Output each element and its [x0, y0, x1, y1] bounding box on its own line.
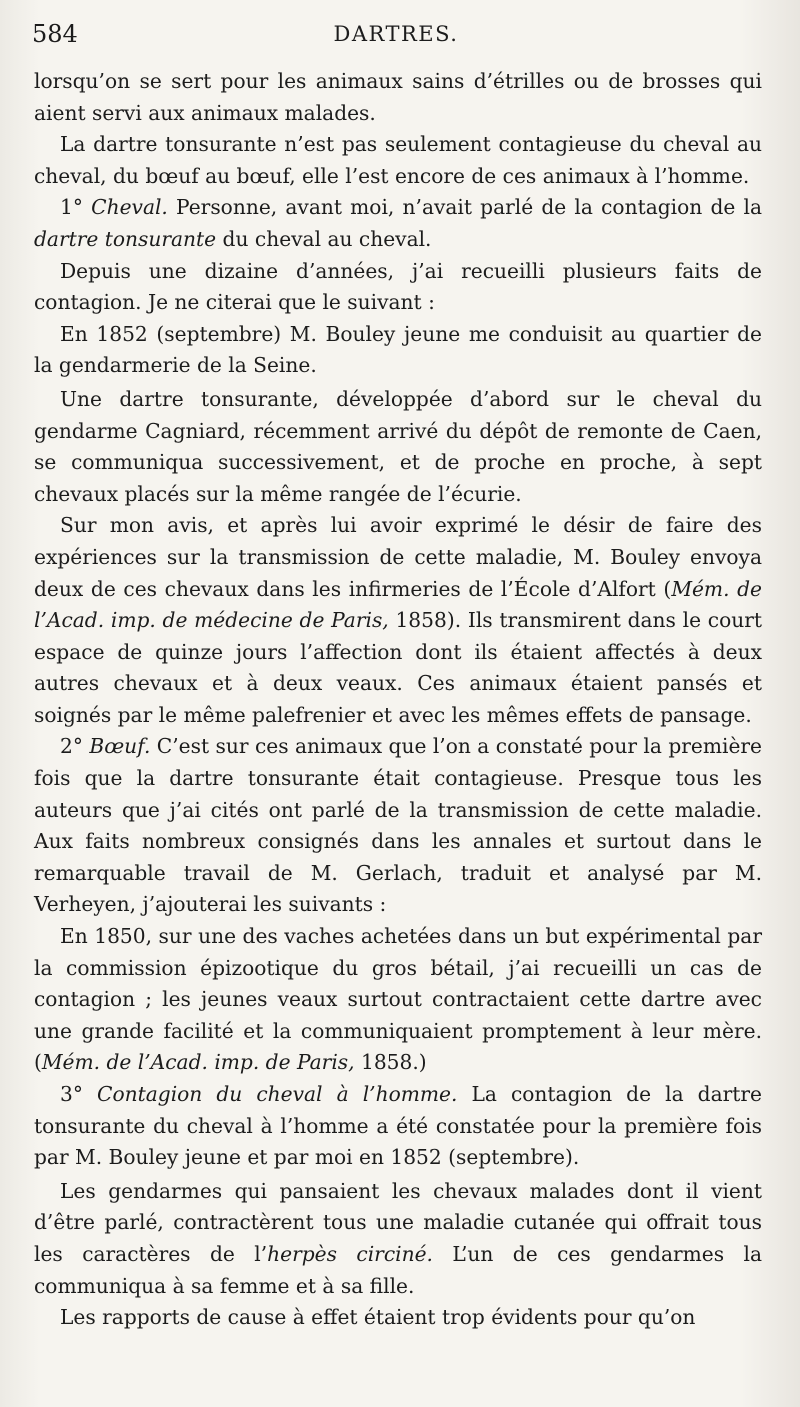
body-text — [34, 66, 762, 1334]
paragraph-text: Sur mon avis, et après lui avoir exprimé le désir de faire des expériences sur la transmission de cette maladie, M. Bouley envoya deux de ces chevaux dans les infirmeries de l’École d’Alfort ( — [34, 513, 762, 601]
section-heading: Cheval. — [91, 195, 168, 220]
section-paragraph-cheval — [34, 192, 762, 255]
paragraph-text: Les rapports de cause à effet étaient trop évidents pour qu’on — [60, 1305, 696, 1330]
section-heading: Bœuf. — [89, 734, 151, 759]
paragraph — [34, 1302, 762, 1334]
paragraph-text: Une dartre tonsurante, développée d’abord sur le cheval du gendarme Cagniard, récemment arrivé du dépôt de remonte de Caen, se communiqua successivement, et de proche en proche, à sept chevaux placés sur la même rangée de l’écurie. — [34, 386, 762, 506]
section-heading: Contagion du cheval à l’homme. — [97, 1082, 458, 1106]
section-paragraph-contagion — [34, 1079, 762, 1174]
citation: Mém. de l’Acad. imp. de Paris, — [41, 1050, 355, 1075]
paragraph-text: Personne, avant moi, n’avait parlé de la contagion de la — [167, 195, 762, 220]
paragraph-text: Les gendarmes qui pansaient les chevaux malades dont il vient d’être parlé, contractèrent tous une maladie cutanée qui offrait tous les caractères de l’ — [34, 1178, 762, 1266]
paragraph — [34, 319, 762, 382]
italic-term: dartre tonsurante — [34, 226, 217, 251]
italic-term: herpès circiné. — [267, 1241, 433, 1266]
section-paragraph-boeuf — [34, 731, 762, 921]
paragraph-text: Depuis une dizaine d’années, j’ai recueilli plusieurs faits de contagion. Je ne citerai que le suivant : — [34, 258, 762, 315]
paragraph — [34, 256, 762, 319]
paragraph-text: C’est sur ces animaux que l’on a constaté pour la première fois que la dartre tonsurante était contagieuse. Presque tous les auteurs que j’ai cités ont parlé de la transmission de cette maladie. Aux faits nombreux consignés dans les annales et surtout dans le remarquable travail de M. Gerlach, traduit et analysé par M. Verheyen, j’ajouterai les suivants : — [34, 734, 763, 917]
paragraph-text: La dartre tonsurante n’est pas seulement contagieuse du cheval au cheval, du bœuf au bœuf, elle l’est encore de ces animaux à l’homme. — [34, 132, 762, 188]
paragraph — [34, 66, 762, 129]
paragraph-text: La contagion de la dartre tonsurante du cheval à l’homme a été constatée pour la première fois par M. Bouley jeune et par moi en 1852 (septembre). — [34, 1082, 762, 1170]
paragraph-text: du cheval au cheval. — [216, 226, 432, 251]
page-number: 584 — [32, 20, 78, 48]
paragraph-text: En 1852 (septembre) M. Bouley jeune me conduisit au quartier de la gendarmerie de la Seine. — [34, 321, 762, 378]
citation: Mém. de l’Acad. imp. de médecine de Paris, — [34, 576, 762, 633]
section-number: 2° — [60, 734, 90, 759]
paragraph-text: 1858.) — [354, 1050, 427, 1075]
paragraph-text: lorsqu’on se sert pour les animaux sains d’étrilles ou de brosses qui aient servi aux animaux malades. — [34, 69, 762, 125]
paragraph-text: En 1850, sur une des vaches achetées dans un but expérimental par la commission épizootique du gros bétail, j’ai recueilli un cas de contagion ; les jeunes veaux surtout contractaient cette dartre avec une grande facilité et la communiquaient promptement à leur mère. ( — [34, 924, 762, 1075]
page-header — [32, 20, 760, 56]
paragraph — [34, 129, 762, 192]
running-title: DARTRES. — [333, 22, 459, 46]
paragraph — [34, 921, 762, 1079]
paragraph — [34, 1176, 762, 1302]
paragraph-text: 1858). Ils transmirent dans le court espace de quinze jours l’affection dont ils étaient affectés à deux autres chevaux et à deux veaux. Ces animaux étaient pansés et soignés par le même palefrenier et avec les mêmes effets de pansage. — [34, 608, 762, 727]
paragraph — [34, 510, 762, 731]
paragraph-text: L’un de ces gendarmes la communiqua à sa femme et à sa fille. — [34, 1241, 763, 1298]
section-number: 1° — [60, 195, 92, 220]
paragraph — [34, 384, 762, 510]
section-number: 3° — [60, 1082, 98, 1106]
